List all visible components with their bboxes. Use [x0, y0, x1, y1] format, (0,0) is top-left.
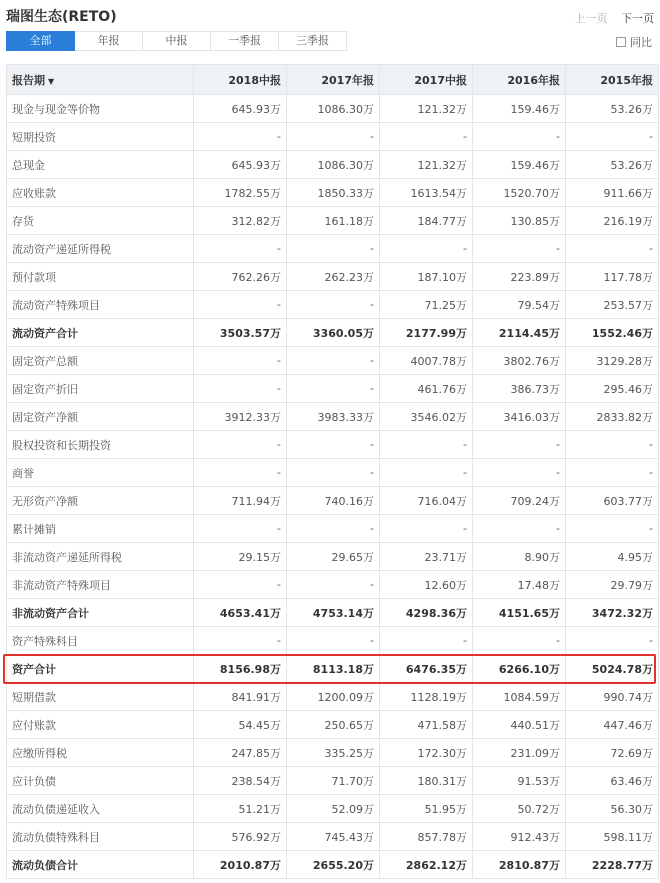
table-row — [7, 487, 659, 515]
cell-value: 247.85万 — [194, 739, 287, 767]
cell-value: - — [287, 431, 380, 459]
cell-value: 857.78万 — [380, 823, 473, 851]
cell-value: 2862.12万 — [380, 851, 473, 879]
cell-value: - — [380, 431, 473, 459]
cell-value: - — [380, 459, 473, 487]
cell-value: - — [380, 515, 473, 543]
cell-value: 912.43万 — [473, 823, 566, 851]
row-label: 现金与现金等价物 — [7, 95, 194, 123]
table-row — [7, 207, 659, 235]
cell-value: 709.24万 — [473, 487, 566, 515]
cell-value: 2833.82万 — [566, 403, 659, 431]
cell-value: 8.90万 — [473, 543, 566, 571]
cell-value: 762.26万 — [194, 263, 287, 291]
row-label: 无形资产净额 — [7, 487, 194, 515]
balance-sheet-table-wrap — [6, 64, 658, 879]
cell-value: 159.46万 — [473, 151, 566, 179]
cell-value: - — [194, 571, 287, 599]
cell-value: 716.04万 — [380, 487, 473, 515]
cell-value: - — [287, 123, 380, 151]
cell-value: 231.09万 — [473, 739, 566, 767]
cell-value: 8156.98万 — [194, 655, 287, 683]
report-type-tabs — [6, 31, 347, 51]
row-label: 流动负债合计 — [7, 851, 194, 879]
cell-value: 5024.78万 — [566, 655, 659, 683]
pager — [575, 10, 655, 26]
table-row — [7, 263, 659, 291]
cell-value: - — [473, 123, 566, 151]
table-header-row — [7, 65, 659, 95]
cell-value: 295.46万 — [566, 375, 659, 403]
cell-value: 6266.10万 — [473, 655, 566, 683]
cell-value: 711.94万 — [194, 487, 287, 515]
cell-value: - — [566, 431, 659, 459]
cell-value: 56.30万 — [566, 795, 659, 823]
cell-value: 911.66万 — [566, 179, 659, 207]
table-row — [7, 403, 659, 431]
row-label: 流动资产特殊项目 — [7, 291, 194, 319]
row-label: 固定资产净额 — [7, 403, 194, 431]
cell-value: 6476.35万 — [380, 655, 473, 683]
cell-value: 1200.09万 — [287, 683, 380, 711]
cell-value: 2810.87万 — [473, 851, 566, 879]
cell-value: 1613.54万 — [380, 179, 473, 207]
cell-value: - — [287, 571, 380, 599]
cell-value: 161.18万 — [287, 207, 380, 235]
cell-value: 262.23万 — [287, 263, 380, 291]
cell-value: 2177.99万 — [380, 319, 473, 347]
row-label: 短期投资 — [7, 123, 194, 151]
cell-value: 3360.05万 — [287, 319, 380, 347]
cell-value: - — [194, 459, 287, 487]
cell-value: - — [473, 459, 566, 487]
period-header-label: 报告期 — [12, 73, 45, 87]
table-row — [7, 515, 659, 543]
cell-value: 1086.30万 — [287, 95, 380, 123]
cell-value: 12.60万 — [380, 571, 473, 599]
cell-value: 130.85万 — [473, 207, 566, 235]
cell-value: 54.45万 — [194, 711, 287, 739]
table-row — [7, 179, 659, 207]
cell-value: - — [380, 123, 473, 151]
cell-value: 63.46万 — [566, 767, 659, 795]
cell-value: 4298.36万 — [380, 599, 473, 627]
cell-value: 576.92万 — [194, 823, 287, 851]
cell-value: 312.82万 — [194, 207, 287, 235]
cell-value: 3802.76万 — [473, 347, 566, 375]
cell-value: 216.19万 — [566, 207, 659, 235]
cell-value: 8113.18万 — [287, 655, 380, 683]
cell-value: 1084.59万 — [473, 683, 566, 711]
cell-value: 335.25万 — [287, 739, 380, 767]
column-header-period: 2018中报 — [194, 65, 287, 95]
cell-value: 1850.33万 — [287, 179, 380, 207]
cell-value: - — [287, 347, 380, 375]
cell-value: 3503.57万 — [194, 319, 287, 347]
cell-value: - — [194, 627, 287, 655]
table-row-total-assets — [7, 655, 659, 683]
cell-value: 53.26万 — [566, 151, 659, 179]
cell-value: 117.78万 — [566, 263, 659, 291]
cell-value: 71.70万 — [287, 767, 380, 795]
cell-value: - — [380, 235, 473, 263]
row-label: 固定资产总额 — [7, 347, 194, 375]
cell-value: - — [473, 627, 566, 655]
cell-value: 2655.20万 — [287, 851, 380, 879]
cell-value: - — [566, 123, 659, 151]
row-label: 非流动资产特殊项目 — [7, 571, 194, 599]
cell-value: 2010.87万 — [194, 851, 287, 879]
cell-value: - — [380, 627, 473, 655]
cell-value: 3472.32万 — [566, 599, 659, 627]
column-header-period: 2015年报 — [566, 65, 659, 95]
cell-value: 990.74万 — [566, 683, 659, 711]
row-label: 流动负债递延收入 — [7, 795, 194, 823]
yoy-label: 同比 — [630, 36, 652, 49]
yoy-compare-toggle[interactable] — [616, 34, 652, 50]
cell-value: 745.43万 — [287, 823, 380, 851]
cell-value: - — [287, 291, 380, 319]
next-page-link[interactable]: 下一页 — [621, 12, 654, 25]
row-label: 总现金 — [7, 151, 194, 179]
column-header-period: 2017中报 — [380, 65, 473, 95]
table-row — [7, 739, 659, 767]
table-row — [7, 683, 659, 711]
table-row — [7, 711, 659, 739]
table-row — [7, 459, 659, 487]
table-row — [7, 851, 659, 879]
row-label: 商誉 — [7, 459, 194, 487]
table-row — [7, 375, 659, 403]
cell-value: 4151.65万 — [473, 599, 566, 627]
table-row — [7, 599, 659, 627]
table-row — [7, 347, 659, 375]
row-label: 固定资产折旧 — [7, 375, 194, 403]
page-title: 瑞图生态(RETO) — [6, 9, 117, 25]
cell-value: - — [473, 235, 566, 263]
table-row — [7, 543, 659, 571]
table-row — [7, 627, 659, 655]
cell-value: 603.77万 — [566, 487, 659, 515]
table-row — [7, 95, 659, 123]
row-label: 资产合计 — [7, 655, 194, 683]
cell-value: 4.95万 — [566, 543, 659, 571]
column-header-period: 2016年报 — [473, 65, 566, 95]
table-row — [7, 319, 659, 347]
tab-annual[interactable]: 年报 — [75, 31, 143, 51]
table-row — [7, 123, 659, 151]
tab-q3[interactable]: 三季报 — [279, 31, 347, 51]
tab-all[interactable]: 全部 — [6, 31, 75, 51]
cell-value: - — [287, 459, 380, 487]
cell-value: 180.31万 — [380, 767, 473, 795]
cell-value: - — [287, 235, 380, 263]
row-label: 应付账款 — [7, 711, 194, 739]
table-row — [7, 235, 659, 263]
cell-value: 238.54万 — [194, 767, 287, 795]
cell-value: - — [566, 627, 659, 655]
cell-value: - — [473, 515, 566, 543]
cell-value: 29.65万 — [287, 543, 380, 571]
table-row — [7, 767, 659, 795]
row-label: 股权投资和长期投资 — [7, 431, 194, 459]
cell-value: 645.93万 — [194, 151, 287, 179]
row-label: 短期借款 — [7, 683, 194, 711]
yoy-checkbox[interactable] — [616, 37, 626, 47]
cell-value: 3546.02万 — [380, 403, 473, 431]
balance-sheet-table — [6, 64, 659, 879]
cell-value: 51.21万 — [194, 795, 287, 823]
row-label: 累计摊销 — [7, 515, 194, 543]
sort-down-icon[interactable]: ▼ — [48, 76, 55, 86]
table-row — [7, 571, 659, 599]
cell-value: - — [194, 375, 287, 403]
row-label: 应缴所得税 — [7, 739, 194, 767]
cell-value: 4007.78万 — [380, 347, 473, 375]
cell-value: 250.65万 — [287, 711, 380, 739]
cell-value: - — [287, 627, 380, 655]
row-label: 预付款项 — [7, 263, 194, 291]
cell-value: 440.51万 — [473, 711, 566, 739]
row-label: 存货 — [7, 207, 194, 235]
cell-value: 121.32万 — [380, 151, 473, 179]
row-label: 非流动资产递延所得税 — [7, 543, 194, 571]
row-label: 流动资产递延所得税 — [7, 235, 194, 263]
prev-page-link[interactable]: 上一页 — [574, 12, 608, 25]
cell-value: 447.46万 — [566, 711, 659, 739]
cell-value: 4653.41万 — [194, 599, 287, 627]
cell-value: 223.89万 — [473, 263, 566, 291]
table-row — [7, 795, 659, 823]
column-header-period: 2017年报 — [287, 65, 380, 95]
cell-value: - — [566, 459, 659, 487]
cell-value: 71.25万 — [380, 291, 473, 319]
cell-value: - — [194, 235, 287, 263]
tab-q1[interactable]: 一季报 — [211, 31, 279, 51]
cell-value: 51.95万 — [380, 795, 473, 823]
row-label: 应收账款 — [7, 179, 194, 207]
cell-value: 645.93万 — [194, 95, 287, 123]
cell-value: 386.73万 — [473, 375, 566, 403]
cell-value: 23.71万 — [380, 543, 473, 571]
row-label: 资产特殊科目 — [7, 627, 194, 655]
cell-value: 3912.33万 — [194, 403, 287, 431]
cell-value: - — [194, 515, 287, 543]
cell-value: - — [194, 291, 287, 319]
cell-value: - — [194, 431, 287, 459]
table-row — [7, 823, 659, 851]
cell-value: 461.76万 — [380, 375, 473, 403]
cell-value: 1782.55万 — [194, 179, 287, 207]
cell-value: 740.16万 — [287, 487, 380, 515]
cell-value: - — [473, 431, 566, 459]
cell-value: 159.46万 — [473, 95, 566, 123]
row-label: 非流动资产合计 — [7, 599, 194, 627]
cell-value: 29.79万 — [566, 571, 659, 599]
cell-value: 1520.70万 — [473, 179, 566, 207]
cell-value: 172.30万 — [380, 739, 473, 767]
row-label: 流动资产合计 — [7, 319, 194, 347]
table-row — [7, 151, 659, 179]
cell-value: 29.15万 — [194, 543, 287, 571]
cell-value: 4753.14万 — [287, 599, 380, 627]
cell-value: 187.10万 — [380, 263, 473, 291]
cell-value: 471.58万 — [380, 711, 473, 739]
cell-value: 1128.19万 — [380, 683, 473, 711]
table-row — [7, 431, 659, 459]
cell-value: 79.54万 — [473, 291, 566, 319]
cell-value: 841.91万 — [194, 683, 287, 711]
cell-value: 184.77万 — [380, 207, 473, 235]
cell-value: 1552.46万 — [566, 319, 659, 347]
cell-value: 3129.28万 — [566, 347, 659, 375]
cell-value: 17.48万 — [473, 571, 566, 599]
table-body — [7, 95, 659, 879]
period-sort-header[interactable] — [7, 65, 194, 95]
cell-value: 50.72万 — [473, 795, 566, 823]
cell-value: 3983.33万 — [287, 403, 380, 431]
cell-value: - — [287, 375, 380, 403]
cell-value: 2114.45万 — [473, 319, 566, 347]
cell-value: 72.69万 — [566, 739, 659, 767]
cell-value: - — [194, 347, 287, 375]
cell-value: 52.09万 — [287, 795, 380, 823]
tab-interim[interactable]: 中报 — [143, 31, 211, 51]
cell-value: - — [194, 123, 287, 151]
cell-value: 253.57万 — [566, 291, 659, 319]
cell-value: - — [287, 515, 380, 543]
cell-value: 2228.77万 — [566, 851, 659, 879]
cell-value: 3416.03万 — [473, 403, 566, 431]
cell-value: 121.32万 — [380, 95, 473, 123]
cell-value: 91.53万 — [473, 767, 566, 795]
cell-value: 1086.30万 — [287, 151, 380, 179]
row-label: 应计负债 — [7, 767, 194, 795]
cell-value: - — [566, 515, 659, 543]
row-label: 流动负债特殊科目 — [7, 823, 194, 851]
table-row — [7, 291, 659, 319]
cell-value: - — [566, 235, 659, 263]
cell-value: 598.11万 — [566, 823, 659, 851]
cell-value: 53.26万 — [566, 95, 659, 123]
